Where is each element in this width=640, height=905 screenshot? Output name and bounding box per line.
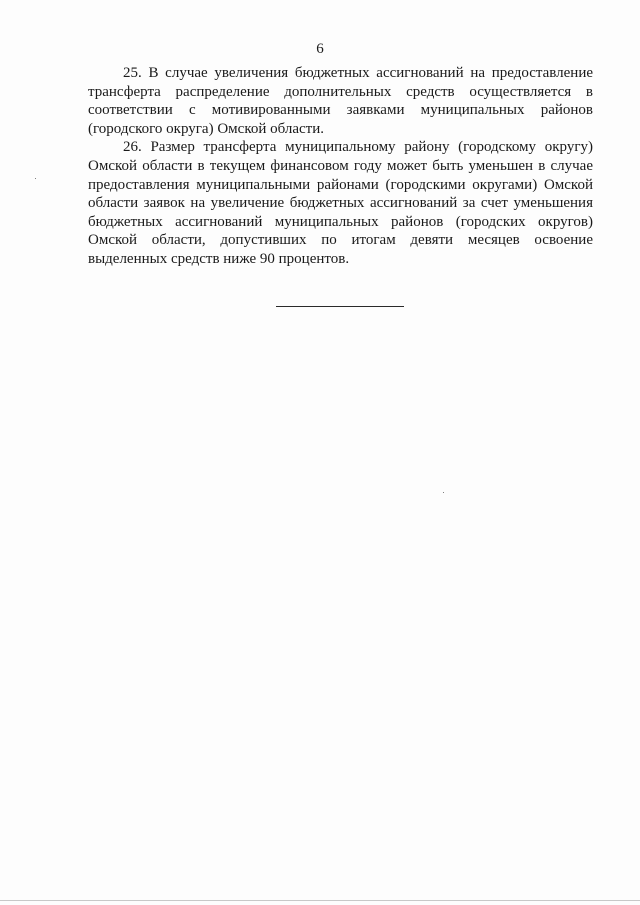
paragraph-25: 25. В случае увеличения бюджетных ассигнований на предоставление трансферта распределение дополнительных средств осуществляется в соответствии с мотивированными заявками муниципальных районов (городского округа) Омской области. [88,65,593,137]
scan-edge-line [0,900,640,901]
paragraph-26: 26. Размер трансферта муниципальному району (городскому округу) Омской области в текущем финансовом году может быть уменьшен в случае предоставления муниципальными районами (городскими округами) Омской области заявок на увеличение бюджетных ассигнований за счет уменьшения бюджетных ассигнований муниципальных районов (городских округов) Омской области, допустивших по итогам девяти месяцев освоение выделенных средств ниже 90 процентов. [88,139,593,267]
end-divider-line [276,306,404,307]
page-number: 6 [316,41,324,57]
scan-speck [35,178,36,179]
document-body [88,64,593,269]
scan-speck [443,492,444,493]
